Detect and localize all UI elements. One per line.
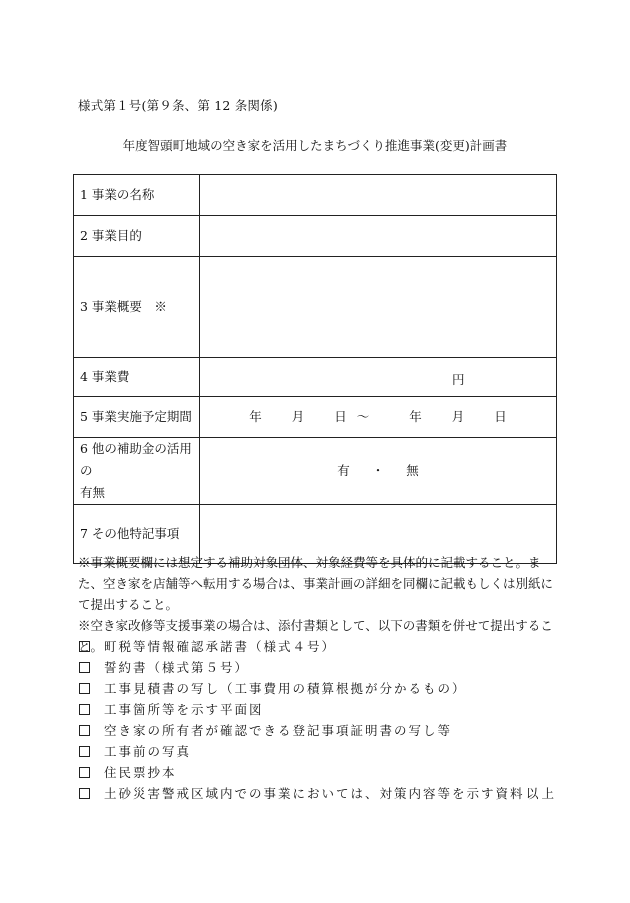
- plan-table: [73, 174, 557, 564]
- checkbox[interactable]: [79, 662, 90, 673]
- project-name-field[interactable]: [200, 175, 557, 216]
- table-row: [74, 216, 557, 257]
- row-label-other-subsidies-line1: 6 他の補助金の活用の: [80, 441, 192, 478]
- checkbox[interactable]: [79, 746, 90, 757]
- row-label-project-overview: 3 事業概要 ※: [74, 257, 200, 358]
- row-label-other-subsidies-line2: 有無: [80, 485, 106, 500]
- row-label-other-subsidies: [74, 438, 200, 505]
- check-item-label: 住民票抄本: [104, 765, 177, 780]
- table-row: [74, 438, 557, 505]
- row-label-special-notes: 7 その他特記事項: [74, 505, 200, 564]
- option-no[interactable]: 無: [406, 463, 419, 478]
- checkbox[interactable]: [79, 725, 90, 736]
- check-item-label: 土砂災害警戒区域内での事業においては、対策内容等を示す資料: [104, 786, 525, 801]
- checkbox[interactable]: [79, 704, 90, 715]
- project-purpose-field[interactable]: [200, 216, 557, 257]
- check-item-label: 町税等情報確認承諾書（様式４号）: [104, 639, 337, 654]
- form-number: 様式第１号(第９条、第 12 条関係): [78, 98, 278, 113]
- document-title: 年度智頭町地域の空き家を活用したまちづくり推進事業(変更)計画書: [122, 138, 508, 153]
- list-item: [78, 741, 558, 762]
- project-period-field[interactable]: [200, 397, 557, 438]
- project-cost-field[interactable]: [200, 358, 557, 397]
- attachment-checklist: [78, 636, 558, 804]
- option-separator: ・: [371, 463, 385, 478]
- yen-unit: 円: [452, 372, 465, 387]
- note-attachments: ※空き家改修等支援事業の場合は、添付書類として、以下の書類を併せて提出すること。: [78, 618, 553, 654]
- row-label-project-cost: 4 事業費: [74, 358, 200, 397]
- check-item-label: 工事見積書の写し（工事費用の積算根拠が分かるもの）: [104, 681, 467, 696]
- project-overview-field[interactable]: [200, 257, 557, 358]
- row-label-project-period: 5 事業実施予定期間: [74, 397, 200, 438]
- other-subsidies-field[interactable]: [200, 438, 557, 505]
- checkbox[interactable]: [79, 683, 90, 694]
- table-row: [74, 175, 557, 216]
- note-overview: ※事業概要欄には想定する補助対象団体、対象経費等を具体的に記載すること。また、空き家を店舗等へ転用する場合は、事業計画の詳細を同欄に記載もしくは別紙にて提出すること。: [78, 555, 554, 612]
- period-day-end: 日: [494, 409, 507, 424]
- period-tilde: ～: [356, 409, 370, 424]
- checkbox[interactable]: [79, 767, 90, 778]
- list-item: [78, 720, 558, 741]
- period-day-start: 日: [334, 409, 347, 424]
- row-label-project-name: 1 事業の名称: [74, 175, 200, 216]
- table-row: [74, 358, 557, 397]
- list-item: [78, 678, 558, 699]
- check-item-label: 誓約書（様式第５号）: [104, 660, 250, 675]
- checkbox[interactable]: [79, 641, 90, 652]
- period-month-start: 月: [291, 409, 305, 424]
- list-item: [78, 762, 558, 783]
- table-row: [74, 397, 557, 438]
- period-year-start: 年: [249, 409, 262, 424]
- list-item: [78, 783, 558, 804]
- check-item-label: 空き家の所有者が確認できる登記事項証明書の写し等: [104, 723, 453, 738]
- list-item: [78, 636, 558, 657]
- list-item: [78, 657, 558, 678]
- option-yes[interactable]: 有: [337, 463, 350, 478]
- checkbox[interactable]: [79, 788, 90, 799]
- check-item-label: 工事箇所等を示す平面図: [104, 702, 264, 717]
- closing-text: 以上: [526, 786, 558, 801]
- period-year-end: 年: [409, 409, 422, 424]
- row-label-project-purpose: 2 事業目的: [74, 216, 200, 257]
- period-month-end: 月: [451, 409, 465, 424]
- list-item: [78, 699, 558, 720]
- check-item-label: 工事前の写真: [104, 744, 192, 759]
- table-row: [74, 257, 557, 358]
